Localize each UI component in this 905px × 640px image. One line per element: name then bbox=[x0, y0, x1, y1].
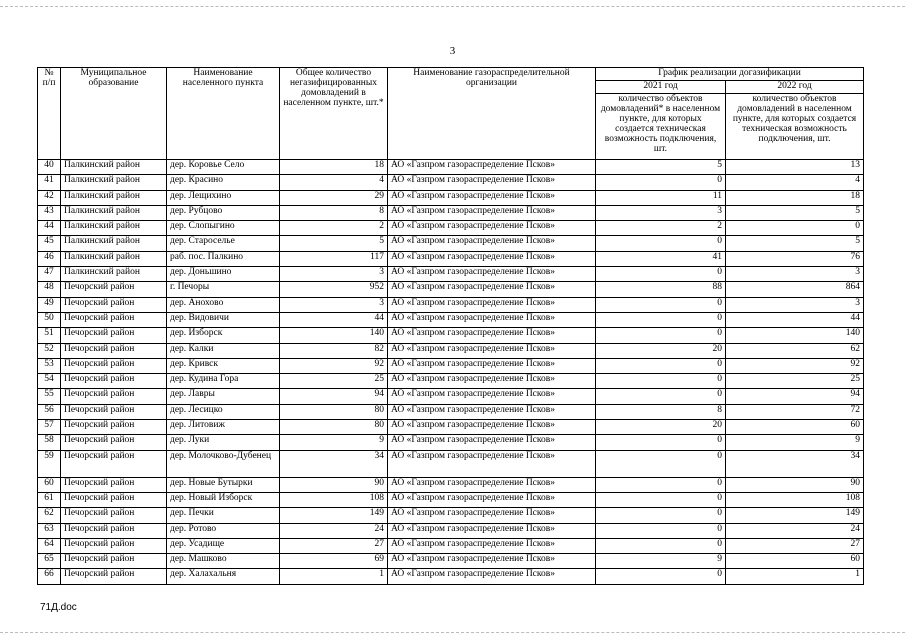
cell-num: 64 bbox=[38, 538, 61, 553]
cell-municipality: Палкинский район bbox=[61, 190, 167, 205]
cell-2021: 0 bbox=[596, 492, 726, 507]
cell-2021: 9 bbox=[596, 554, 726, 569]
cell-households: 44 bbox=[280, 312, 388, 327]
table-row bbox=[38, 450, 864, 477]
cell-num: 44 bbox=[38, 221, 61, 236]
cell-settlement: дер. Усадище bbox=[167, 538, 280, 553]
cell-num: 58 bbox=[38, 435, 61, 450]
cell-2021: 0 bbox=[596, 477, 726, 492]
cell-households: 140 bbox=[280, 328, 388, 343]
page-number: 3 bbox=[449, 45, 456, 57]
cell-settlement: дер. Литовиж bbox=[167, 420, 280, 435]
table-row bbox=[38, 554, 864, 569]
cell-2022: 27 bbox=[726, 538, 864, 553]
cell-settlement: дер. Лещихино bbox=[167, 190, 280, 205]
scan-edge-bottom bbox=[0, 632, 905, 633]
cell-settlement: дер. Доньшино bbox=[167, 267, 280, 282]
cell-households: 82 bbox=[280, 343, 388, 358]
cell-organization: АО «Газпром газораспределение Псков» bbox=[388, 523, 596, 538]
header-households: Общее количество негазифицированных домовладений в населенном пункте, шт.* bbox=[280, 68, 388, 160]
cell-households: 952 bbox=[280, 282, 388, 297]
table-body bbox=[38, 160, 864, 585]
cell-households: 25 bbox=[280, 374, 388, 389]
cell-num: 55 bbox=[38, 389, 61, 404]
cell-2021: 3 bbox=[596, 205, 726, 220]
cell-organization: АО «Газпром газораспределение Псков» bbox=[388, 297, 596, 312]
cell-organization: АО «Газпром газораспределение Псков» bbox=[388, 160, 596, 175]
cell-2022: 44 bbox=[726, 312, 864, 327]
cell-households: 5 bbox=[280, 236, 388, 251]
cell-organization: АО «Газпром газораспределение Псков» bbox=[388, 190, 596, 205]
cell-municipality: Печорский район bbox=[61, 343, 167, 358]
cell-num: 62 bbox=[38, 508, 61, 523]
cell-num: 50 bbox=[38, 312, 61, 327]
cell-households: 3 bbox=[280, 267, 388, 282]
cell-num: 42 bbox=[38, 190, 61, 205]
table-row bbox=[38, 492, 864, 507]
cell-2022: 60 bbox=[726, 554, 864, 569]
cell-2022: 13 bbox=[726, 160, 864, 175]
cell-num: 66 bbox=[38, 569, 61, 584]
table-row bbox=[38, 435, 864, 450]
cell-2022: 90 bbox=[726, 477, 864, 492]
cell-2022: 140 bbox=[726, 328, 864, 343]
table-row bbox=[38, 358, 864, 373]
cell-municipality: Палкинский район bbox=[61, 236, 167, 251]
cell-organization: АО «Газпром газораспределение Псков» bbox=[388, 508, 596, 523]
table-row bbox=[38, 328, 864, 343]
cell-organization: АО «Газпром газораспределение Псков» bbox=[388, 420, 596, 435]
cell-households: 29 bbox=[280, 190, 388, 205]
cell-municipality: Печорский район bbox=[61, 389, 167, 404]
header-settlement: Наименование населенного пункта bbox=[167, 68, 280, 160]
cell-settlement: дер. Лавры bbox=[167, 389, 280, 404]
cell-settlement: дер. Молочково-Дубенец bbox=[167, 450, 280, 477]
table-row bbox=[38, 221, 864, 236]
cell-households: 69 bbox=[280, 554, 388, 569]
cell-2021: 0 bbox=[596, 450, 726, 477]
cell-municipality: Палкинский район bbox=[61, 175, 167, 190]
cell-settlement: дер. Видовичи bbox=[167, 312, 280, 327]
table-row bbox=[38, 282, 864, 297]
cell-organization: АО «Газпром газораспределение Псков» bbox=[388, 389, 596, 404]
table-row bbox=[38, 508, 864, 523]
cell-2021: 0 bbox=[596, 297, 726, 312]
cell-settlement: дер. Лесицко bbox=[167, 404, 280, 419]
cell-2021: 2 bbox=[596, 221, 726, 236]
table-row bbox=[38, 523, 864, 538]
cell-settlement: дер. Машково bbox=[167, 554, 280, 569]
table-row bbox=[38, 477, 864, 492]
cell-2021: 41 bbox=[596, 251, 726, 266]
table-row bbox=[38, 236, 864, 251]
cell-organization: АО «Газпром газораспределение Псков» bbox=[388, 374, 596, 389]
cell-organization: АО «Газпром газораспределение Псков» bbox=[388, 569, 596, 584]
cell-organization: АО «Газпром газораспределение Псков» bbox=[388, 251, 596, 266]
cell-municipality: Печорский район bbox=[61, 554, 167, 569]
cell-2022: 60 bbox=[726, 420, 864, 435]
table-row bbox=[38, 312, 864, 327]
cell-municipality: Печорский район bbox=[61, 492, 167, 507]
cell-municipality: Печорский район bbox=[61, 538, 167, 553]
cell-2022: 3 bbox=[726, 297, 864, 312]
cell-2022: 9 bbox=[726, 435, 864, 450]
cell-municipality: Печорский район bbox=[61, 450, 167, 477]
cell-num: 59 bbox=[38, 450, 61, 477]
cell-num: 53 bbox=[38, 358, 61, 373]
table-row bbox=[38, 251, 864, 266]
cell-households: 149 bbox=[280, 508, 388, 523]
cell-households: 90 bbox=[280, 477, 388, 492]
cell-2021: 8 bbox=[596, 404, 726, 419]
cell-municipality: Печорский район bbox=[61, 523, 167, 538]
cell-households: 94 bbox=[280, 389, 388, 404]
footer-filename: 71Д.doc bbox=[40, 602, 77, 613]
cell-settlement: дер. Новый Изборск bbox=[167, 492, 280, 507]
cell-households: 80 bbox=[280, 404, 388, 419]
cell-num: 47 bbox=[38, 267, 61, 282]
cell-households: 80 bbox=[280, 420, 388, 435]
cell-organization: АО «Газпром газораспределение Псков» bbox=[388, 538, 596, 553]
cell-2021: 0 bbox=[596, 389, 726, 404]
cell-organization: АО «Газпром газораспределение Псков» bbox=[388, 492, 596, 507]
cell-num: 43 bbox=[38, 205, 61, 220]
cell-2022: 3 bbox=[726, 267, 864, 282]
cell-households: 92 bbox=[280, 358, 388, 373]
cell-organization: АО «Газпром газораспределение Псков» bbox=[388, 404, 596, 419]
cell-num: 61 bbox=[38, 492, 61, 507]
table-row bbox=[38, 175, 864, 190]
cell-municipality: Печорский район bbox=[61, 477, 167, 492]
cell-organization: АО «Газпром газораспределение Псков» bbox=[388, 175, 596, 190]
cell-2022: 34 bbox=[726, 450, 864, 477]
cell-2022: 0 bbox=[726, 221, 864, 236]
cell-2021: 0 bbox=[596, 175, 726, 190]
cell-households: 1 bbox=[280, 569, 388, 584]
cell-organization: АО «Газпром газораспределение Псков» bbox=[388, 450, 596, 477]
cell-2021: 88 bbox=[596, 282, 726, 297]
cell-num: 46 bbox=[38, 251, 61, 266]
cell-2022: 4 bbox=[726, 175, 864, 190]
cell-num: 41 bbox=[38, 175, 61, 190]
cell-2022: 1 bbox=[726, 569, 864, 584]
cell-households: 18 bbox=[280, 160, 388, 175]
cell-organization: АО «Газпром газораспределение Псков» bbox=[388, 282, 596, 297]
cell-municipality: Печорский район bbox=[61, 328, 167, 343]
cell-2021: 0 bbox=[596, 374, 726, 389]
cell-settlement: дер. Анохово bbox=[167, 297, 280, 312]
cell-2022: 92 bbox=[726, 358, 864, 373]
cell-num: 52 bbox=[38, 343, 61, 358]
cell-2021: 0 bbox=[596, 508, 726, 523]
gasification-table bbox=[37, 67, 864, 585]
cell-settlement: дер. Слопыгино bbox=[167, 221, 280, 236]
cell-municipality: Палкинский район bbox=[61, 251, 167, 266]
table-row bbox=[38, 420, 864, 435]
cell-settlement: дер. Коровье Село bbox=[167, 160, 280, 175]
cell-households: 34 bbox=[280, 450, 388, 477]
header-municipality: Муниципальное образование bbox=[61, 68, 167, 160]
table-row bbox=[38, 538, 864, 553]
cell-2021: 0 bbox=[596, 358, 726, 373]
cell-organization: АО «Газпром газораспределение Псков» bbox=[388, 205, 596, 220]
cell-organization: АО «Газпром газораспределение Псков» bbox=[388, 236, 596, 251]
cell-num: 60 bbox=[38, 477, 61, 492]
cell-num: 40 bbox=[38, 160, 61, 175]
cell-municipality: Палкинский район bbox=[61, 267, 167, 282]
cell-organization: АО «Газпром газораспределение Псков» bbox=[388, 312, 596, 327]
cell-municipality: Печорский район bbox=[61, 358, 167, 373]
table-row bbox=[38, 190, 864, 205]
cell-2021: 0 bbox=[596, 435, 726, 450]
cell-2021: 0 bbox=[596, 538, 726, 553]
cell-households: 4 bbox=[280, 175, 388, 190]
cell-organization: АО «Газпром газораспределение Псков» bbox=[388, 343, 596, 358]
cell-2022: 18 bbox=[726, 190, 864, 205]
cell-2021: 5 bbox=[596, 160, 726, 175]
cell-2021: 0 bbox=[596, 523, 726, 538]
cell-settlement: дер. Ротово bbox=[167, 523, 280, 538]
cell-municipality: Палкинский район bbox=[61, 205, 167, 220]
cell-municipality: Печорский район bbox=[61, 404, 167, 419]
cell-2022: 72 bbox=[726, 404, 864, 419]
cell-settlement: раб. пос. Палкино bbox=[167, 251, 280, 266]
cell-households: 27 bbox=[280, 538, 388, 553]
cell-settlement: дер. Новые Бутырки bbox=[167, 477, 280, 492]
cell-2022: 76 bbox=[726, 251, 864, 266]
cell-organization: АО «Газпром газораспределение Псков» bbox=[388, 358, 596, 373]
cell-2021: 0 bbox=[596, 569, 726, 584]
table-row bbox=[38, 297, 864, 312]
cell-num: 51 bbox=[38, 328, 61, 343]
cell-households: 2 bbox=[280, 221, 388, 236]
cell-2021: 0 bbox=[596, 267, 726, 282]
cell-municipality: Печорский район bbox=[61, 297, 167, 312]
table-row bbox=[38, 374, 864, 389]
cell-num: 63 bbox=[38, 523, 61, 538]
cell-2021: 20 bbox=[596, 420, 726, 435]
cell-num: 56 bbox=[38, 404, 61, 419]
cell-settlement: дер. Халахальня bbox=[167, 569, 280, 584]
cell-settlement: дер. Изборск bbox=[167, 328, 280, 343]
cell-settlement: дер. Луки bbox=[167, 435, 280, 450]
cell-organization: АО «Газпром газораспределение Псков» bbox=[388, 435, 596, 450]
table-row bbox=[38, 267, 864, 282]
header-num: № п/п bbox=[38, 68, 61, 160]
cell-settlement: дер. Калки bbox=[167, 343, 280, 358]
table-row bbox=[38, 569, 864, 584]
cell-num: 65 bbox=[38, 554, 61, 569]
cell-municipality: Печорский район bbox=[61, 282, 167, 297]
cell-2021: 0 bbox=[596, 328, 726, 343]
cell-households: 9 bbox=[280, 435, 388, 450]
cell-settlement: дер. Печки bbox=[167, 508, 280, 523]
cell-households: 3 bbox=[280, 297, 388, 312]
cell-2021: 0 bbox=[596, 312, 726, 327]
cell-municipality: Палкинский район bbox=[61, 160, 167, 175]
cell-organization: АО «Газпром газораспределение Псков» bbox=[388, 267, 596, 282]
cell-2022: 25 bbox=[726, 374, 864, 389]
cell-2021: 0 bbox=[596, 236, 726, 251]
cell-households: 8 bbox=[280, 205, 388, 220]
cell-num: 48 bbox=[38, 282, 61, 297]
header-year-2022: 2022 год bbox=[726, 81, 864, 94]
cell-num: 54 bbox=[38, 374, 61, 389]
cell-2022: 62 bbox=[726, 343, 864, 358]
table-row bbox=[38, 343, 864, 358]
cell-2022: 94 bbox=[726, 389, 864, 404]
cell-settlement: дер. Староселье bbox=[167, 236, 280, 251]
header-sub-2021: количество объектов домовладений* в населенном пункте, для которых создается техническая возможность подключения, шт. bbox=[596, 94, 726, 160]
cell-2021: 11 bbox=[596, 190, 726, 205]
cell-2021: 20 bbox=[596, 343, 726, 358]
cell-households: 24 bbox=[280, 523, 388, 538]
cell-municipality: Печорский район bbox=[61, 508, 167, 523]
table-row bbox=[38, 160, 864, 175]
cell-municipality: Печорский район bbox=[61, 435, 167, 450]
cell-municipality: Печорский район bbox=[61, 569, 167, 584]
cell-municipality: Печорский район bbox=[61, 312, 167, 327]
cell-settlement: дер. Рубцово bbox=[167, 205, 280, 220]
cell-2022: 149 bbox=[726, 508, 864, 523]
cell-municipality: Печорский район bbox=[61, 374, 167, 389]
cell-settlement: дер. Кудина Гора bbox=[167, 374, 280, 389]
scan-edge-top bbox=[0, 6, 905, 7]
cell-2022: 108 bbox=[726, 492, 864, 507]
cell-2022: 24 bbox=[726, 523, 864, 538]
cell-2022: 5 bbox=[726, 236, 864, 251]
cell-2022: 864 bbox=[726, 282, 864, 297]
header-year-2021: 2021 год bbox=[596, 81, 726, 94]
cell-municipality: Палкинский район bbox=[61, 221, 167, 236]
cell-settlement: дер. Красино bbox=[167, 175, 280, 190]
cell-2022: 5 bbox=[726, 205, 864, 220]
cell-organization: АО «Газпром газораспределение Псков» bbox=[388, 328, 596, 343]
cell-num: 57 bbox=[38, 420, 61, 435]
table-row bbox=[38, 205, 864, 220]
cell-num: 45 bbox=[38, 236, 61, 251]
header-schedule: График реализации догазификации bbox=[596, 68, 864, 81]
header-sub-2022: количество объектов домовладений в населенном пункте, для которых создается техническая возможность подключения, шт. bbox=[726, 94, 864, 160]
cell-municipality: Печорский район bbox=[61, 420, 167, 435]
table-row bbox=[38, 389, 864, 404]
cell-households: 108 bbox=[280, 492, 388, 507]
cell-num: 49 bbox=[38, 297, 61, 312]
cell-organization: АО «Газпром газораспределение Псков» bbox=[388, 477, 596, 492]
cell-organization: АО «Газпром газораспределение Псков» bbox=[388, 221, 596, 236]
cell-households: 117 bbox=[280, 251, 388, 266]
cell-settlement: дер. Кривск bbox=[167, 358, 280, 373]
cell-organization: АО «Газпром газораспределение Псков» bbox=[388, 554, 596, 569]
cell-settlement: г. Печоры bbox=[167, 282, 280, 297]
table-row bbox=[38, 404, 864, 419]
header-organization: Наименование газораспределительной организации bbox=[388, 68, 596, 160]
